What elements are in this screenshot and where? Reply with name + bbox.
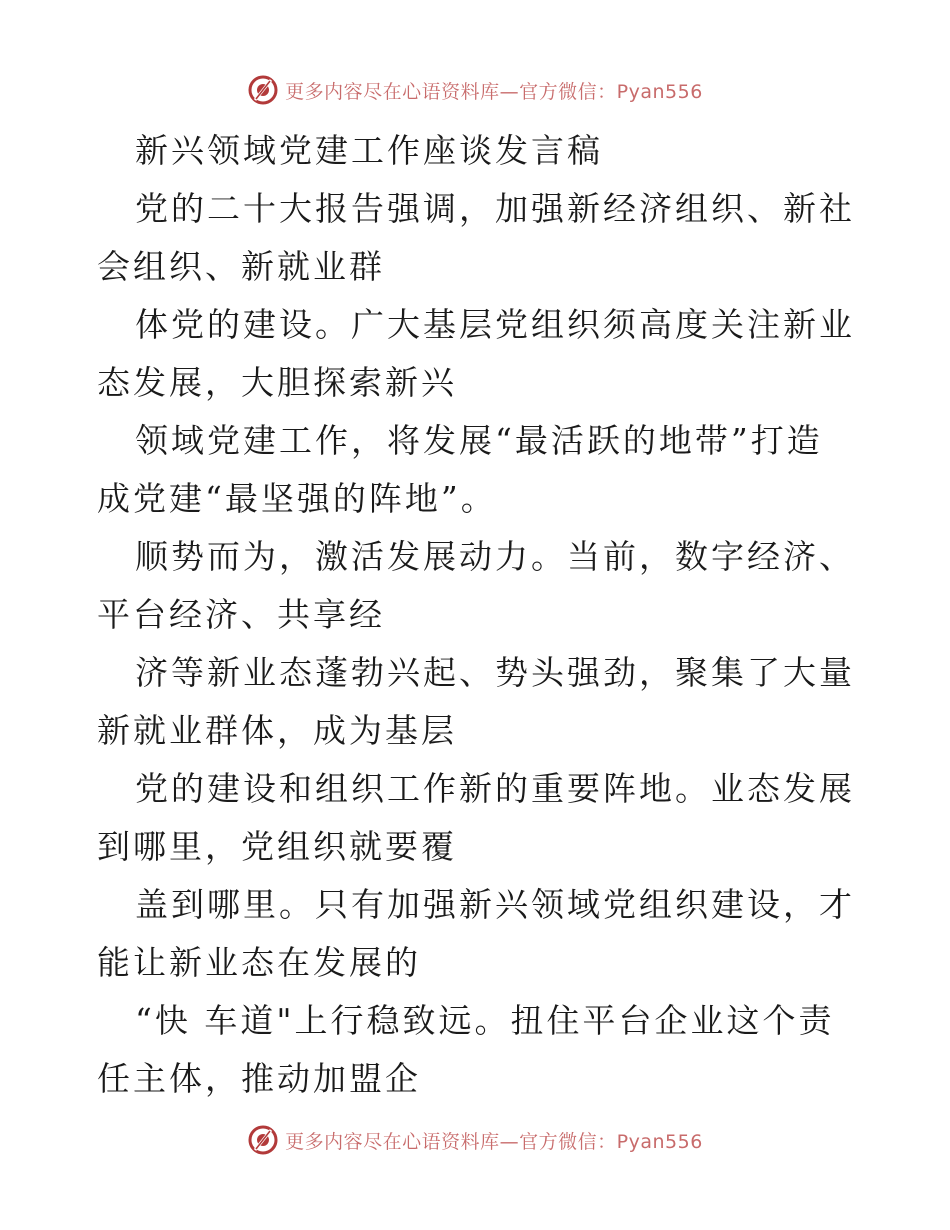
document-title: 新兴领域党建工作座谈发言稿 <box>135 131 603 170</box>
paragraph: 盖到哪里。只有加强新兴领域党组织建设，才能让新业态在发展的 <box>97 885 855 982</box>
header-banner <box>0 70 950 110</box>
paragraph: 领域党建工作，将发展“最活跃的地带”打造成党建“最坚强的阵地”。 <box>97 421 823 518</box>
paragraph: “快 车道"上行稳致远。扭住平台企业这个责任主体，推动加盟企 <box>97 1001 835 1098</box>
paragraph: 顺势而为，激活发展动力。当前，数字经济、平台经济、共享经 <box>97 537 855 634</box>
footer-banner-text: 更多内容尽在心语资料库—官方微信：Pyan556 <box>285 1130 703 1153</box>
paragraph: 济等新业态蓬勃兴起、势头强劲，聚集了大量新就业群体，成为基层 <box>97 653 855 750</box>
footer-banner <box>0 1120 950 1160</box>
red-circular-logo-icon <box>247 1124 279 1156</box>
header-banner-text: 更多内容尽在心语资料库—官方微信：Pyan556 <box>285 80 703 103</box>
paragraph: 党的二十大报告强调，加强新经济组织、新社会组织、新就业群 <box>97 189 855 286</box>
red-circular-logo-icon <box>247 74 279 106</box>
paragraph: 体党的建设。广大基层党组织须高度关注新业态发展，大胆探索新兴 <box>97 305 855 402</box>
document-body <box>97 122 857 1108</box>
paragraph: 党的建设和组织工作新的重要阵地。业态发展到哪里，党组织就要覆 <box>97 769 855 866</box>
